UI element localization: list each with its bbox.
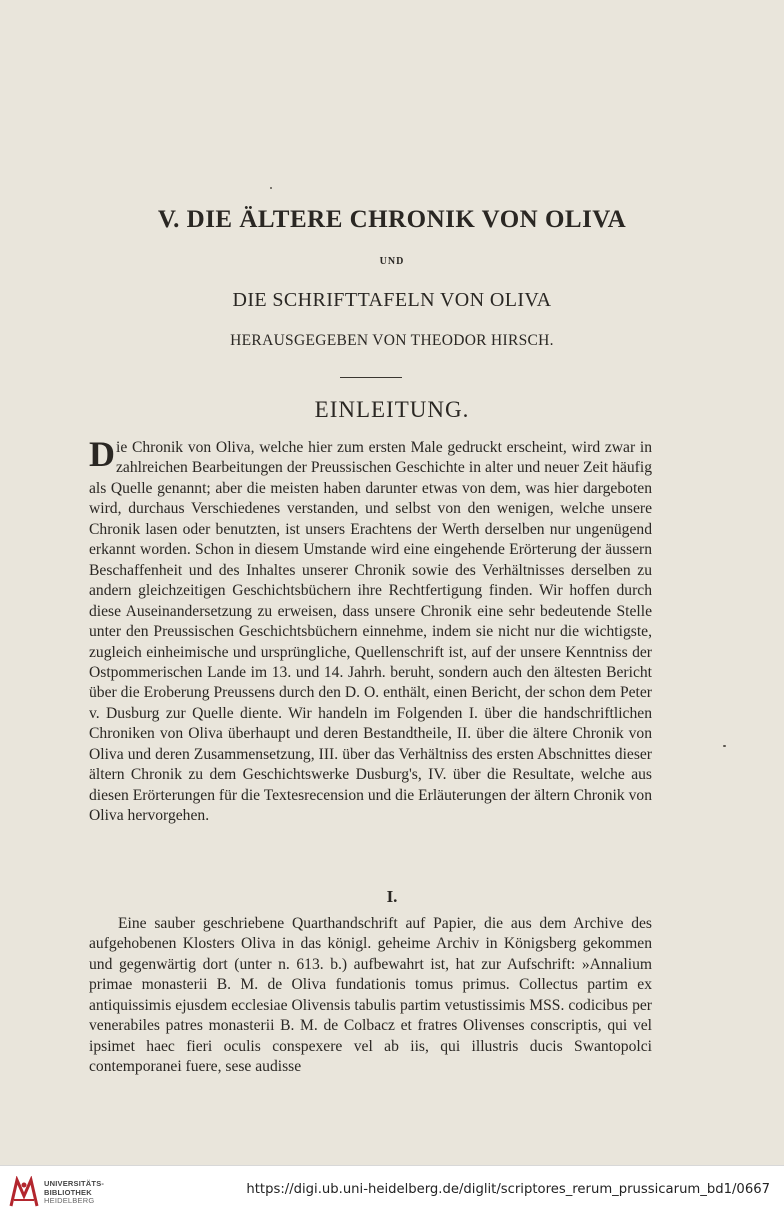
library-name-line: UNIVERSITÄTS- — [44, 1179, 105, 1188]
drop-cap: D — [89, 434, 115, 474]
title-divider — [340, 377, 402, 378]
chapter-title: V. DIE ÄLTERE CHRONIK VON OLIVA — [157, 206, 627, 233]
library-crest-icon[interactable] — [8, 1176, 40, 1210]
permalink-url[interactable]: https://digi.ub.uni-heidelberg.de/diglit/scriptores_rerum_prussicarum_bd1/0667 — [246, 1182, 770, 1197]
viewer-footer — [0, 1165, 784, 1222]
print-speck — [270, 187, 272, 189]
print-speck — [723, 745, 726, 747]
chapter-subtitle: DIE SCHRIFTTAFELN VON OLIVA — [232, 289, 552, 311]
section-number: I. — [386, 887, 398, 906]
editor-line: HERAUSGEGEBEN VON THEODOR HIRSCH. — [230, 332, 554, 349]
section-paragraph: Eine sauber geschriebene Quarthandschrift auf Papier, die aus dem Archive des aufgehobenen Klosters Oliva in das königl. geheime Archiv in Königsberg gekommen und gegenwärtig dort (unter n. 613. b.) aufbewahrt ist, hat zur Aufschrift: »Annalium primae monasterii B. M. de Oliva fundationis tomus primus. Collectus partim ex antiquissimis ejusdem ecclesiae Olivensis tabulis partim vetustissimis MSS. codicibus per venerabiles patres monasterii B. M. de Colbacz et fratres Olivenses conscriptis, qui vel ipsimet haec fieri oculis conspexere vel ab iis, qui illustris ducis Swantopolci contemporanei fuere, sese audisse — [89, 915, 652, 1076]
library-name-line: BIBLIOTHEK — [44, 1187, 92, 1197]
section-heading: EINLEITUNG. — [314, 397, 470, 422]
intro-text: ie Chronik von Oliva, welche hier zum ersten Male gedruckt erscheint, wird zwar in zahlreichen Bearbeitungen der Preussischen Geschichte in alter und neuer Zeit häufig als Quelle genannt; aber die meisten haben darunter etwas von dem, was hier dargeboten wird, durchaus Verschiedenes verstanden, und selbst von den wenigen, welche unsere Chronik lasen oder benutzten, ist unsers Erachtens der Werth derselben nur ungenügend erkannt worden. Schon in diesem Umstande wird eine eingehende Erörterung der äussern Beschaffenheit und des Inhaltes unserer Chronik sowie des Verhältnisses derselben zu andern gleichzeitigen Geschichtsbüchern ihre Rechtfertigung finden. Wir hoffen durch diese Auseinandersetzung zu erweisen, dass unsere Chronik eine sehr bedeutende Stelle unter den Preussischen Geschichtsbüchern einnehme, indem sie nicht nur die wichtigste, zugleich einheimische und ursprüngliche, Quellenschrift ist, auf der unsere Kenntniss der Ostpommerischen Lande im 13. und 14. Jahrh. beruht, sondern auch den ältesten Bericht über die Eroberung Preussens durch den D. O. enthält, einen Bericht, der schon dem Peter v. Dusburg zur Quelle diente. Wir handeln im Folgenden I. über die handschriftlichen Chroniken von Oliva überhaupt und deren Bestandtheile, II. über die ältere Chronik von Oliva und deren Zusammensetzung, III. über das Verhältniss des ersten Abschnittes dieser ältern Chronik zu dem Geschichtswerke Dusburg's, IV. über die Resultate, welche aus diesen Erörterungen für die Textesrecension und die Erläuterungen der ältern Chronik von Oliva hervorgehen. — [89, 439, 652, 825]
intro-paragraph — [89, 434, 652, 827]
title-connector: UND — [379, 256, 405, 267]
library-name — [44, 1180, 104, 1206]
library-name-line: HEIDELBERG — [44, 1196, 95, 1206]
